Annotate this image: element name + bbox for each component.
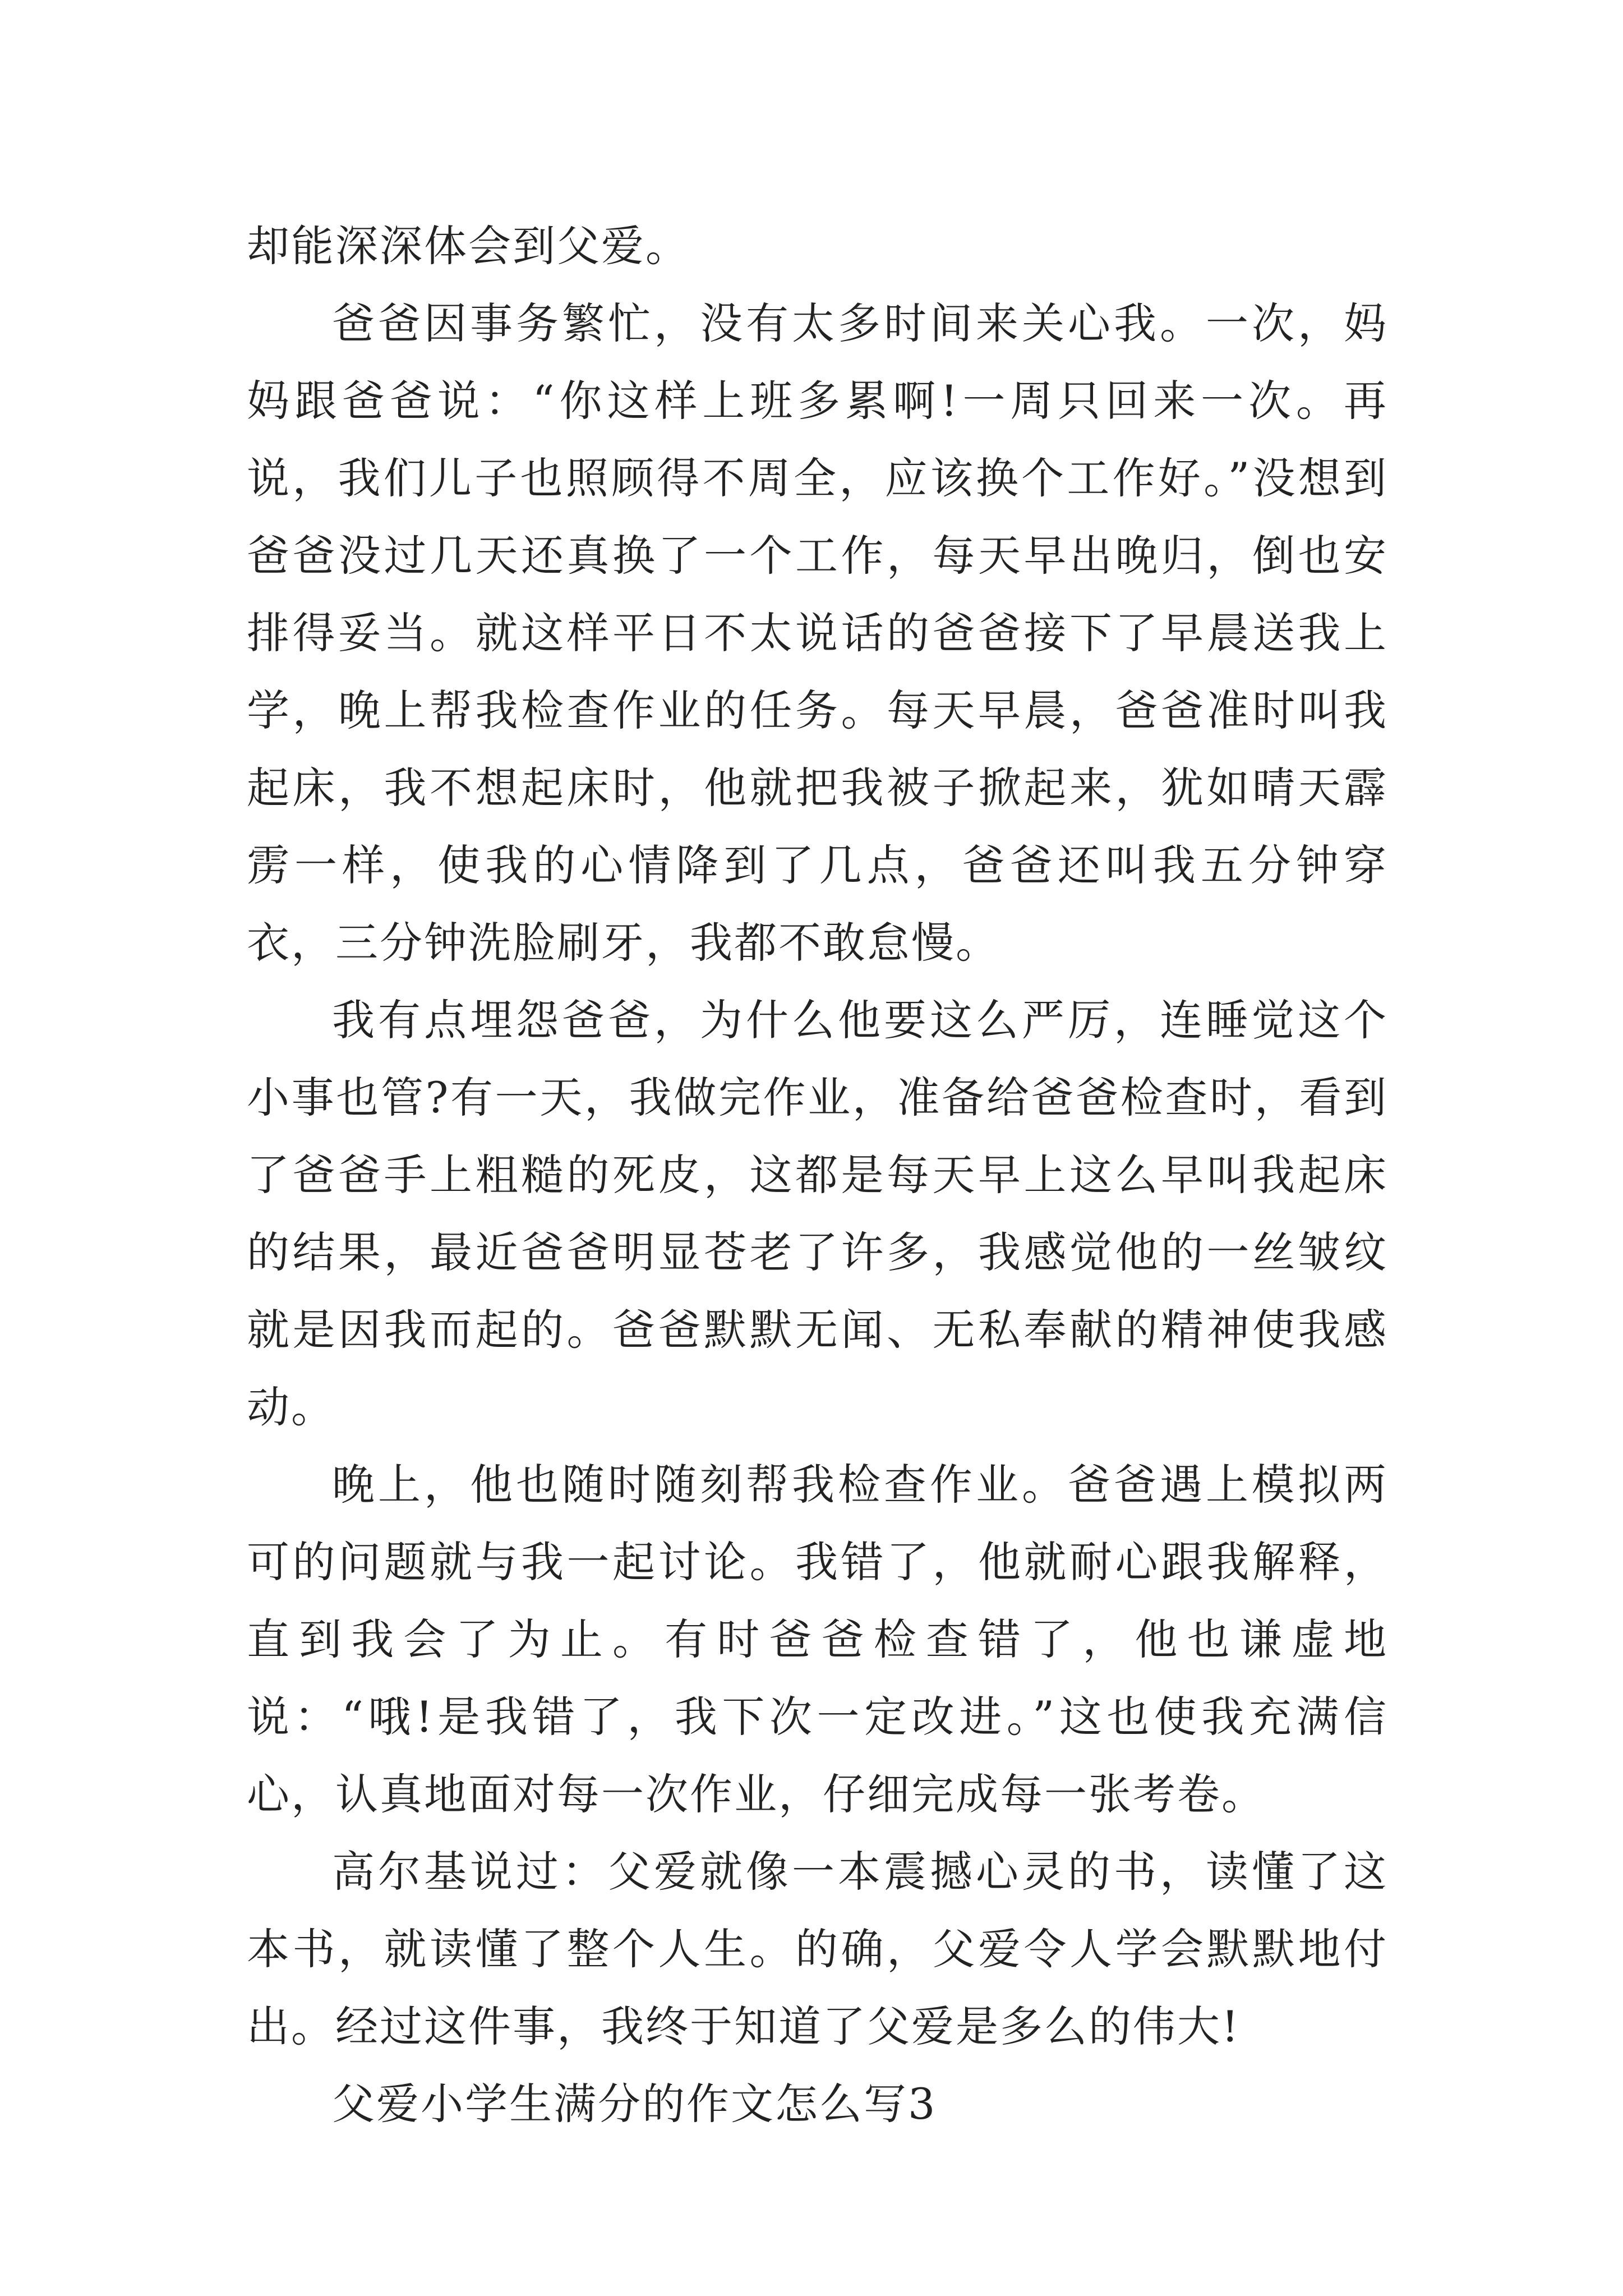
paragraph-homework-check: 晚上，他也随时随刻帮我检查作业。爸爸遇上模拟两可的问题就与我一起讨论。我错了，他就耐心跟我解释，直到我会了为止。有时爸爸检查错了，他也谦虚地说：“哦!是我错了，我下次一定改进。”这也使我充满信心，认真地面对每一次作业，仔细完成每一张考卷。 <box>247 1460 1388 1819</box>
paragraph-dad-job-change: 爸爸因事务繁忙，没有太多时间来关心我。一次，妈妈跟爸爸说：“你这样上班多累啊!一周只回来一次。再说，我们儿子也照顾得不周全，应该换个工作好。”没想到爸爸没过几天还真换了一个工作，每天早出晚归，倒也安排得妥当。就这样平日不太说话的爸爸接下了早晨送我上学，晚上帮我检查作业的任务。每天早晨，爸爸准时叫我起床，我不想起床时，他就把我被子掀起来，犹如晴天霹雳一样，使我的心情降到了几点，爸爸还叫我五分钟穿衣，三分钟洗脸刷牙，我都不敢怠慢。 <box>247 298 1388 968</box>
section-heading: 父爱小学生满分的作文怎么写3 <box>332 2079 937 2129</box>
paragraph-continuation: 却能深深体会到父爱。 <box>247 221 690 271</box>
paragraph-gorky-quote: 高尔基说过：父爱就像一本震撼心灵的书，读懂了这本书，就读懂了整个人生。的确，父爱令人学会默默地付出。经过这件事，我终于知道了父爱是多么的伟大! <box>247 1847 1388 2051</box>
document-body <box>247 208 1388 2143</box>
paragraph-complaint: 我有点埋怨爸爸，为什么他要这么严厉，连睡觉这个小事也管?有一天，我做完作业，准备给爸爸检查时，看到了爸爸手上粗糙的死皮，这都是每天早上这么早叫我起床的结果，最近爸爸明显苍老了许多，我感觉他的一丝皱纹就是因我而起的。爸爸默默无闻、无私奉献的精神使我感动。 <box>247 995 1388 1432</box>
